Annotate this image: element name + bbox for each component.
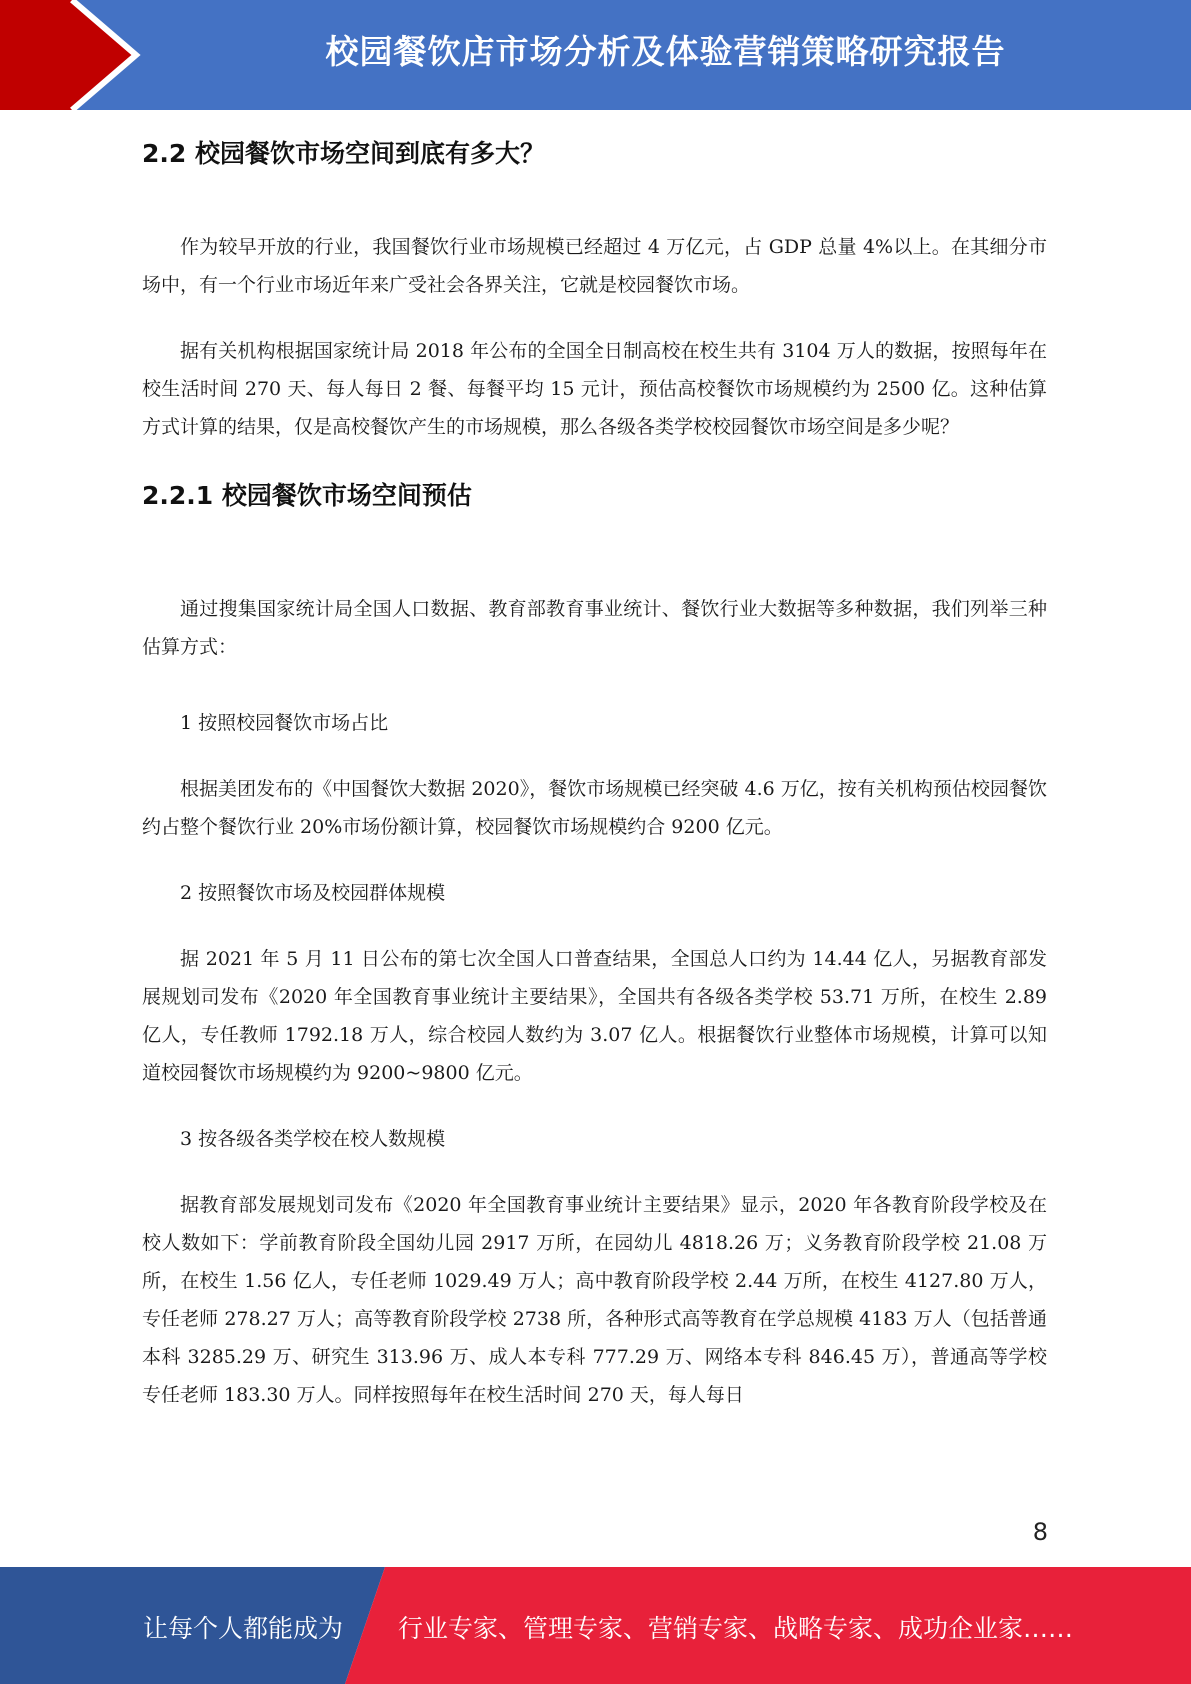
header-title: 校园餐饮店市场分析及体验营销策略研究报告 (325, 32, 1006, 71)
method-2-body: 据 2021 年 5 月 11 日公布的第七次全国人口普查结果，全国总人口约为 14.44 亿人，另据教育部发展规划司发布《2020 年全国教育事业统计主要结果》，全国共有各级各类学校 53.71 万所，在校生 2.89 亿人，专任教师 1792.18 万人，综合校园人数约为 3.07 亿人。根据餐饮行业整体市场规模，计算可以知道校园餐饮市场规模约为 9200~9800 亿元。 (142, 948, 1047, 1084)
method-1-body: 根据美团发布的《中国餐饮大数据 2020》，餐饮市场规模已经突破 4.6 万亿，按有关机构预估校园餐饮约占整个餐饮行业 20%市场份额计算，校园餐饮市场规模约合 9200 亿元。 (142, 778, 1047, 838)
section-paragraph-2: 据有关机构根据国家统计局 2018 年公布的全国全日制高校在校生共有 3104 万人的数据，按照每年在校生活时间 270 天、每人每日 2 餐、每餐平均 15 元计，预估高校餐饮市场规模约为 2500 亿。这种估算方式计算的结果，仅是高校餐饮产生的市场规模，那么各级各类学校校园餐饮市场空间是多少呢？ (142, 340, 1047, 438)
method-3-body: 据教育部发展规划司发布《2020 年全国教育事业统计主要结果》显示，2020 年各教育阶段学校及在校人数如下：学前教育阶段全国幼儿园 2917 万所，在园幼儿 4818.26 万；义务教育阶段学校 21.08 万所，在校生 1.56 亿人，专任老师 1029.49 万人；高中教育阶段学校 2.44 万所，在校生 4127.80 万人，专任老师 278.27 万人；高等教育阶段学校 2738 所，各种形式高等教育在学总规模 4183 万人（包括普通本科 3285.29 万、研究生 313.96 万、成人本专科 777.29 万、网络本专科 846.45 万），普通高等学校专任老师 183.30 万人。同样按照每年在校生活时间 270 天，每人每日 (142, 1194, 1047, 1406)
method-1-title: 1 按照校园餐饮市场占比 (180, 712, 389, 734)
method-2-title: 2 按照餐饮市场及校园群体规模 (180, 882, 446, 904)
page-number: 8 (1032, 1518, 1048, 1546)
page-footer (0, 1567, 1191, 1684)
footer-slogan-left: 让每个人都能成为 (143, 1614, 344, 1643)
subsection-heading: 2.2.1 校园餐饮市场空间预估 (142, 481, 472, 510)
subsection-intro: 通过搜集国家统计局全国人口数据、教育部教育事业统计、餐饮行业大数据等多种数据，我们列举三种估算方式： (142, 598, 1047, 658)
page-header (0, 0, 1191, 110)
footer-slogan-right: 行业专家、管理专家、营销专家、战略专家、成功企业家…… (398, 1614, 1074, 1643)
page-content (142, 120, 1047, 1414)
section-paragraph-1: 作为较早开放的行业，我国餐饮行业市场规模已经超过 4 万亿元，占 GDP 总量 4%以上。在其细分市场中，有一个行业市场近年来广受社会各界关注，它就是校园餐饮市场。 (142, 236, 1047, 296)
method-3-title: 3 按各级各类学校在校人数规模 (180, 1128, 446, 1150)
section-heading: 2.2 校园餐饮市场空间到底有多大？ (142, 139, 545, 168)
